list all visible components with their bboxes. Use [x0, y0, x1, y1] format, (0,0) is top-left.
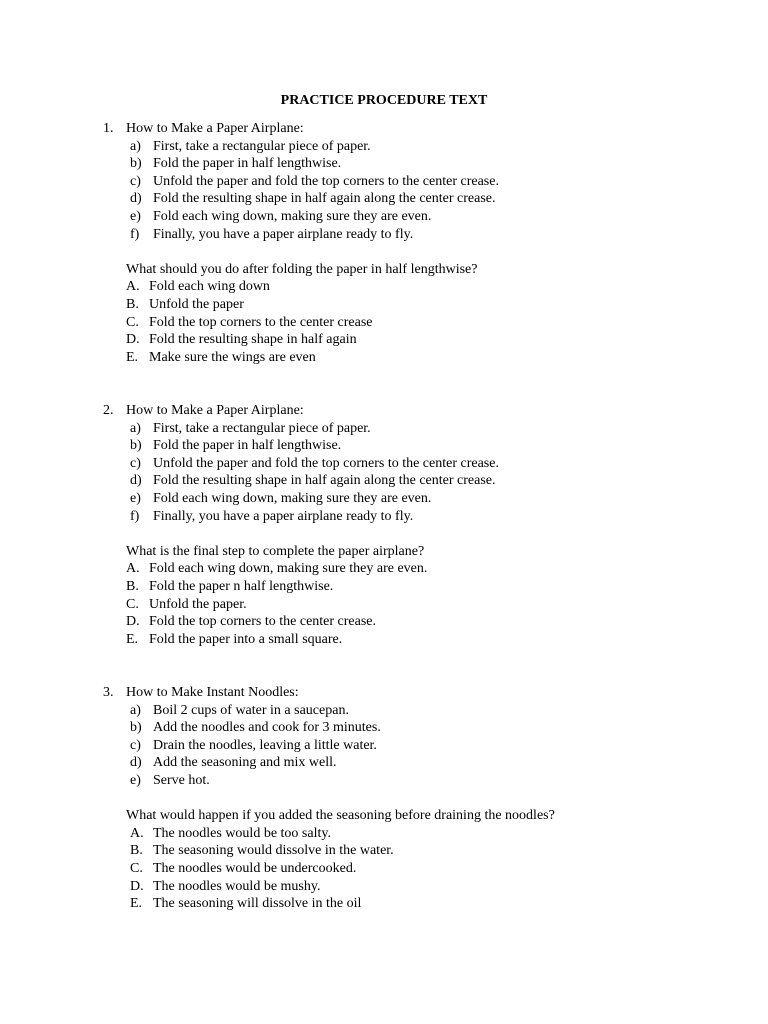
option-letter: A. — [126, 561, 140, 577]
step-item — [0, 702, 768, 720]
question-number: 1. — [103, 121, 114, 136]
question-heading-row — [0, 402, 768, 420]
option-letter: B. — [126, 578, 139, 594]
option-text: The seasoning will dissolve in the oil — [153, 896, 362, 912]
spacer — [0, 525, 768, 543]
step-text: Fold each wing down, making sure they are even. — [153, 490, 432, 506]
option-text: Unfold the paper. — [149, 596, 247, 612]
answer-option — [0, 842, 768, 860]
step-letter: c) — [130, 455, 141, 471]
step-letter: a) — [130, 702, 141, 718]
answer-option — [0, 825, 768, 843]
step-text: Serve hot. — [153, 772, 210, 788]
step-text: Fold the paper in half lengthwise. — [153, 438, 342, 454]
option-letter: A. — [130, 825, 144, 841]
step-letter: d) — [130, 191, 142, 207]
step-item — [0, 208, 768, 226]
option-text: Fold the top corners to the center crease — [149, 314, 373, 330]
step-letter: c) — [130, 737, 141, 753]
option-letter: C. — [126, 314, 139, 330]
step-item — [0, 754, 768, 772]
step-letter: b) — [130, 156, 142, 172]
step-text: Add the seasoning and mix well. — [153, 755, 337, 771]
question-number: 2. — [103, 403, 114, 418]
answer-option — [0, 895, 768, 913]
answer-option — [0, 613, 768, 631]
step-text: Drain the noodles, leaving a little water. — [153, 737, 377, 753]
step-letter: b) — [130, 720, 142, 736]
option-text: Fold the top corners to the center crease. — [149, 614, 377, 630]
step-text: Fold the resulting shape in half again along the center crease. — [153, 191, 496, 207]
step-text: Unfold the paper and fold the top corners to the center crease. — [153, 455, 499, 471]
step-letter: c) — [130, 173, 141, 189]
option-text: Fold each wing down — [149, 279, 270, 295]
step-letter: d) — [130, 473, 142, 489]
step-letter: e) — [130, 208, 141, 224]
option-text: Fold the resulting shape in half again — [149, 332, 357, 348]
step-item — [0, 420, 768, 438]
question-1 — [0, 120, 768, 366]
answer-option — [0, 331, 768, 349]
question-prompt-row — [0, 261, 768, 279]
option-letter: E. — [126, 631, 139, 647]
step-item — [0, 437, 768, 455]
step-text: Fold the paper in half lengthwise. — [153, 156, 342, 172]
option-text: Make sure the wings are even — [149, 349, 316, 365]
step-item — [0, 190, 768, 208]
option-letter: B. — [126, 296, 139, 312]
answer-option — [0, 578, 768, 596]
option-letter: B. — [130, 843, 143, 859]
answer-option — [0, 349, 768, 367]
option-text: Fold each wing down, making sure they are even. — [149, 561, 428, 577]
step-text: Fold the resulting shape in half again along the center crease. — [153, 473, 496, 489]
step-item — [0, 173, 768, 191]
question-prompt: What is the final step to complete the paper airplane? — [126, 543, 425, 559]
step-text: Boil 2 cups of water in a saucepan. — [153, 702, 349, 718]
step-item — [0, 508, 768, 526]
step-text: First, take a rectangular piece of paper. — [153, 420, 371, 436]
question-prompt: What should you do after folding the paper in half lengthwise? — [126, 261, 478, 277]
step-letter: a) — [130, 420, 141, 436]
answer-option — [0, 631, 768, 649]
step-item — [0, 472, 768, 490]
option-text: Fold the paper into a small square. — [149, 631, 343, 647]
answer-option — [0, 560, 768, 578]
option-letter: D. — [130, 878, 144, 894]
question-heading: How to Make Instant Noodles: — [126, 685, 299, 700]
option-letter: C. — [126, 596, 139, 612]
step-item — [0, 226, 768, 244]
step-letter: f) — [130, 226, 140, 242]
step-item — [0, 772, 768, 790]
question-heading-row — [0, 120, 768, 138]
page-title: PRACTICE PROCEDURE TEXT — [280, 93, 488, 108]
step-letter: b) — [130, 438, 142, 454]
step-text: Add the noodles and cook for 3 minutes. — [153, 720, 381, 736]
question-2 — [0, 402, 768, 648]
step-text: Finally, you have a paper airplane ready to fly. — [153, 226, 414, 242]
option-text: The noodles would be mushy. — [153, 878, 321, 894]
question-heading: How to Make a Paper Airplane: — [126, 121, 304, 136]
question-heading-row — [0, 684, 768, 702]
answer-option — [0, 860, 768, 878]
option-text: The noodles would be too salty. — [153, 825, 331, 841]
option-letter: E. — [126, 349, 139, 365]
option-letter: A. — [126, 279, 140, 295]
option-letter: D. — [126, 614, 140, 630]
question-prompt: What would happen if you added the seasoning before draining the noodles? — [126, 808, 555, 824]
step-text: Finally, you have a paper airplane ready to fly. — [153, 508, 414, 524]
spacer — [0, 243, 768, 261]
step-item — [0, 490, 768, 508]
spacer — [0, 790, 768, 808]
step-letter: a) — [130, 138, 141, 154]
question-prompt-row — [0, 807, 768, 825]
step-item — [0, 455, 768, 473]
step-text: Fold each wing down, making sure they are even. — [153, 208, 432, 224]
step-item — [0, 155, 768, 173]
step-letter: e) — [130, 490, 141, 506]
option-text: The noodles would be undercooked. — [153, 860, 357, 876]
option-text: The seasoning would dissolve in the water. — [153, 843, 394, 859]
question-heading: How to Make a Paper Airplane: — [126, 403, 304, 418]
step-letter: e) — [130, 772, 141, 788]
answer-option — [0, 878, 768, 896]
step-text: First, take a rectangular piece of paper. — [153, 138, 371, 154]
step-item — [0, 138, 768, 156]
answer-option — [0, 296, 768, 314]
option-text: Unfold the paper — [149, 296, 244, 312]
option-letter: C. — [130, 860, 143, 876]
step-item — [0, 737, 768, 755]
step-item — [0, 719, 768, 737]
answer-option — [0, 314, 768, 332]
option-letter: E. — [130, 896, 143, 912]
option-text: Fold the paper n half lengthwise. — [149, 578, 334, 594]
question-3 — [0, 684, 768, 913]
step-letter: f) — [130, 508, 140, 524]
question-number: 3. — [103, 685, 114, 700]
option-letter: D. — [126, 332, 140, 348]
step-text: Unfold the paper and fold the top corners to the center crease. — [153, 173, 499, 189]
answer-option — [0, 278, 768, 296]
question-prompt-row — [0, 543, 768, 561]
answer-option — [0, 596, 768, 614]
step-letter: d) — [130, 755, 142, 771]
